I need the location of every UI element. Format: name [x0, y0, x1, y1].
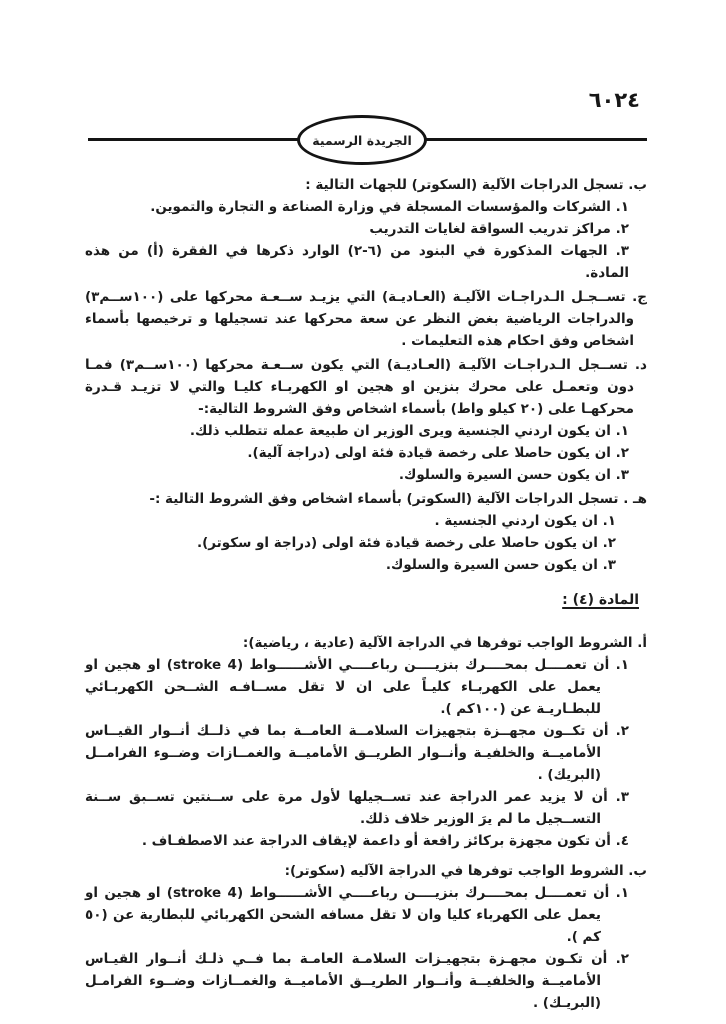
item-number: ٢. — [602, 535, 616, 551]
clause-label: أ. — [637, 635, 647, 651]
clause-j — [85, 286, 647, 352]
item-text: أن تكـون مجهـزة بتجهيـزات السلامـة العامـة بما فــي ذلـك أنــوار القيـاس الأماميــة والخلفيــة وأنــوار الطريــق الأماميــة والغمــازات وضــوء الفرامـل (البريـك) . — [85, 951, 608, 1011]
clause-b — [85, 174, 647, 284]
item-text: أن تكون مجهزة بركائز رافعة أو داعمة لإيقاف الدراجة عند الاصطفـاف . — [141, 833, 611, 849]
clause-text: تسجل الدراجات الآلية (السكوتر) بأسماء اشخاص وفق الشروط التالية :- — [149, 491, 619, 507]
clause-head — [85, 632, 647, 654]
clause-label: ب. — [628, 177, 647, 193]
item-text: أن تعمــــل بمحــــرك بنزيــــن رباعــــي الأشــــــواط (4 stroke) او هجين او يعمل على الكهرباء كليا وان لا تقل مسافه الشحن الكهربائي للبطارية عن (٥٠ كم ). — [85, 885, 610, 945]
list-item — [85, 948, 647, 1014]
list-item — [85, 218, 647, 240]
item-number: ١. — [615, 885, 630, 901]
clause-head — [85, 860, 647, 882]
item-text: ان يكون حاصلا على رخصة قيادة فئة اولى (دراجة آلية). — [247, 445, 611, 461]
item-number: ٣. — [615, 467, 629, 483]
document-body — [85, 174, 647, 1016]
clause-text: الشروط الواجب توفرها في الدراجة الآلية (عادية ، رياضية): — [242, 635, 633, 651]
item-text: ان يكون حسن السيرة والسلوك. — [398, 467, 611, 483]
clause-label: ب. — [628, 863, 647, 879]
list-item — [85, 554, 647, 576]
article-clause-b — [85, 860, 647, 1014]
item-text: أن لا يزيد عمر الدراجة عند تســجيلها لأول مرة على ســنتين تســبق ســنة التســجيل ما لم يرَ الوزير خلاف ذلك. — [85, 789, 608, 827]
list-item — [85, 420, 647, 442]
list-item — [85, 720, 647, 786]
item-text: الجهات المذكورة في البنود من (٢‎-‎٦) الوارد ذكرها في الفقرة (أ) من هذه المادة. — [85, 243, 629, 281]
clause-label: ج. — [632, 289, 647, 305]
article-heading: المادة (٤) : — [562, 592, 639, 608]
item-number: ٣. — [615, 243, 629, 259]
list-item — [85, 532, 647, 554]
item-number: ٢. — [615, 951, 629, 967]
list-item — [85, 464, 647, 486]
item-number: ١. — [615, 657, 630, 673]
clause-head — [85, 354, 647, 420]
list-item — [85, 196, 647, 218]
item-number: ٣. — [615, 789, 629, 805]
clause-label: هـ . — [623, 491, 647, 507]
clause-head — [85, 488, 647, 510]
list-item — [85, 882, 647, 948]
item-text: ان يكون اردني الجنسية ويرى الوزير ان طبيعة عمله تتطلب ذلك. — [189, 423, 611, 439]
clause-text: تســجل الـدراجـات الآليـة (العـاديـة) التي يكون ســعـة محركها (١٠٠ســم٣) فمـا دون وتعمـل على محرك بنزين او هجين او الكهربـاء كليـا والتي لا تزيـد قـدرة محركهـا على (٢٠ كيلو واط) بأسماء اشخاص وفق الشروط التالية:- — [85, 357, 634, 417]
item-text: أن تكــون مجهــزة بتجهيزات السلامــة العامــة بما في ذلــك أنــوار القيــاس الأماميــة والخلفيـة وأنــوار الطريــق الأماميــة والغمــازات وضــوء الفرامــل (البريك) . — [85, 723, 609, 783]
article-clause-a — [85, 632, 647, 852]
item-number: ٢. — [615, 445, 629, 461]
clause-label: د. — [634, 357, 647, 373]
list-item — [85, 442, 647, 464]
item-text: ان يكون حسن السيرة والسلوك. — [385, 557, 598, 573]
item-number: ١. — [602, 513, 616, 529]
list-item — [85, 830, 647, 852]
banner-oval — [297, 115, 427, 165]
list-item — [85, 654, 647, 720]
item-text: مراكز تدريب السواقة لغايات التدريب — [369, 221, 611, 237]
banner-title: الجريدة الرسمية — [312, 132, 412, 148]
clause-text: تســجـل الـدراجـات الآليـة (العـاديـة) التي يزيـد ســعـة محركها على (١٠٠ســم٣) والدراجات الرياضية بغض النظر عن سعة محركها عند تسجيلها و ترخيصها بأسماء اشخاص وفق احكام هذه التعليمات . — [85, 289, 634, 349]
item-number: ٢. — [615, 723, 629, 739]
item-text: أن تعمــــل بمحــــرك بنزيــــن رباعــــي الأشــــــواط (4 stroke) او هجين او يعمل على الكهربـاء كليـاً على ان لا تقل مســافـه الشــحن الكهربـائي للبطـاريـة عن (١٠٠كم ). — [85, 657, 610, 717]
list-item — [85, 510, 647, 532]
item-text: الشركات والمؤسسات المسجلة في وزارة الصناعة و التجارة والتموين. — [150, 199, 611, 215]
clause-text: الشروط الواجب توفرها في الدراجة الآليه (سكوتر): — [284, 863, 624, 879]
page-number: ٦٠٢٤ — [588, 88, 640, 112]
item-number: ١. — [615, 199, 629, 215]
item-number: ٤. — [615, 833, 629, 849]
clause-head — [85, 174, 647, 196]
clause-items — [85, 510, 647, 576]
clause-he — [85, 488, 647, 576]
item-number: ٣. — [602, 557, 616, 573]
list-item — [85, 786, 647, 830]
clause-text: تسجل الدراجات الآلية (السكوتر) للجهات التالية : — [305, 177, 624, 193]
item-number: ٢. — [615, 221, 629, 237]
item-text: ان يكون حاصلا على رخصة قيادة فئة اولى (دراجة او سكوتر). — [196, 535, 598, 551]
clause-head — [85, 286, 647, 352]
list-item — [85, 240, 647, 284]
item-text: ان يكون اردني الجنسية . — [434, 513, 598, 529]
gazette-banner — [0, 115, 726, 165]
item-number: ١. — [615, 423, 629, 439]
clause-d — [85, 354, 647, 486]
